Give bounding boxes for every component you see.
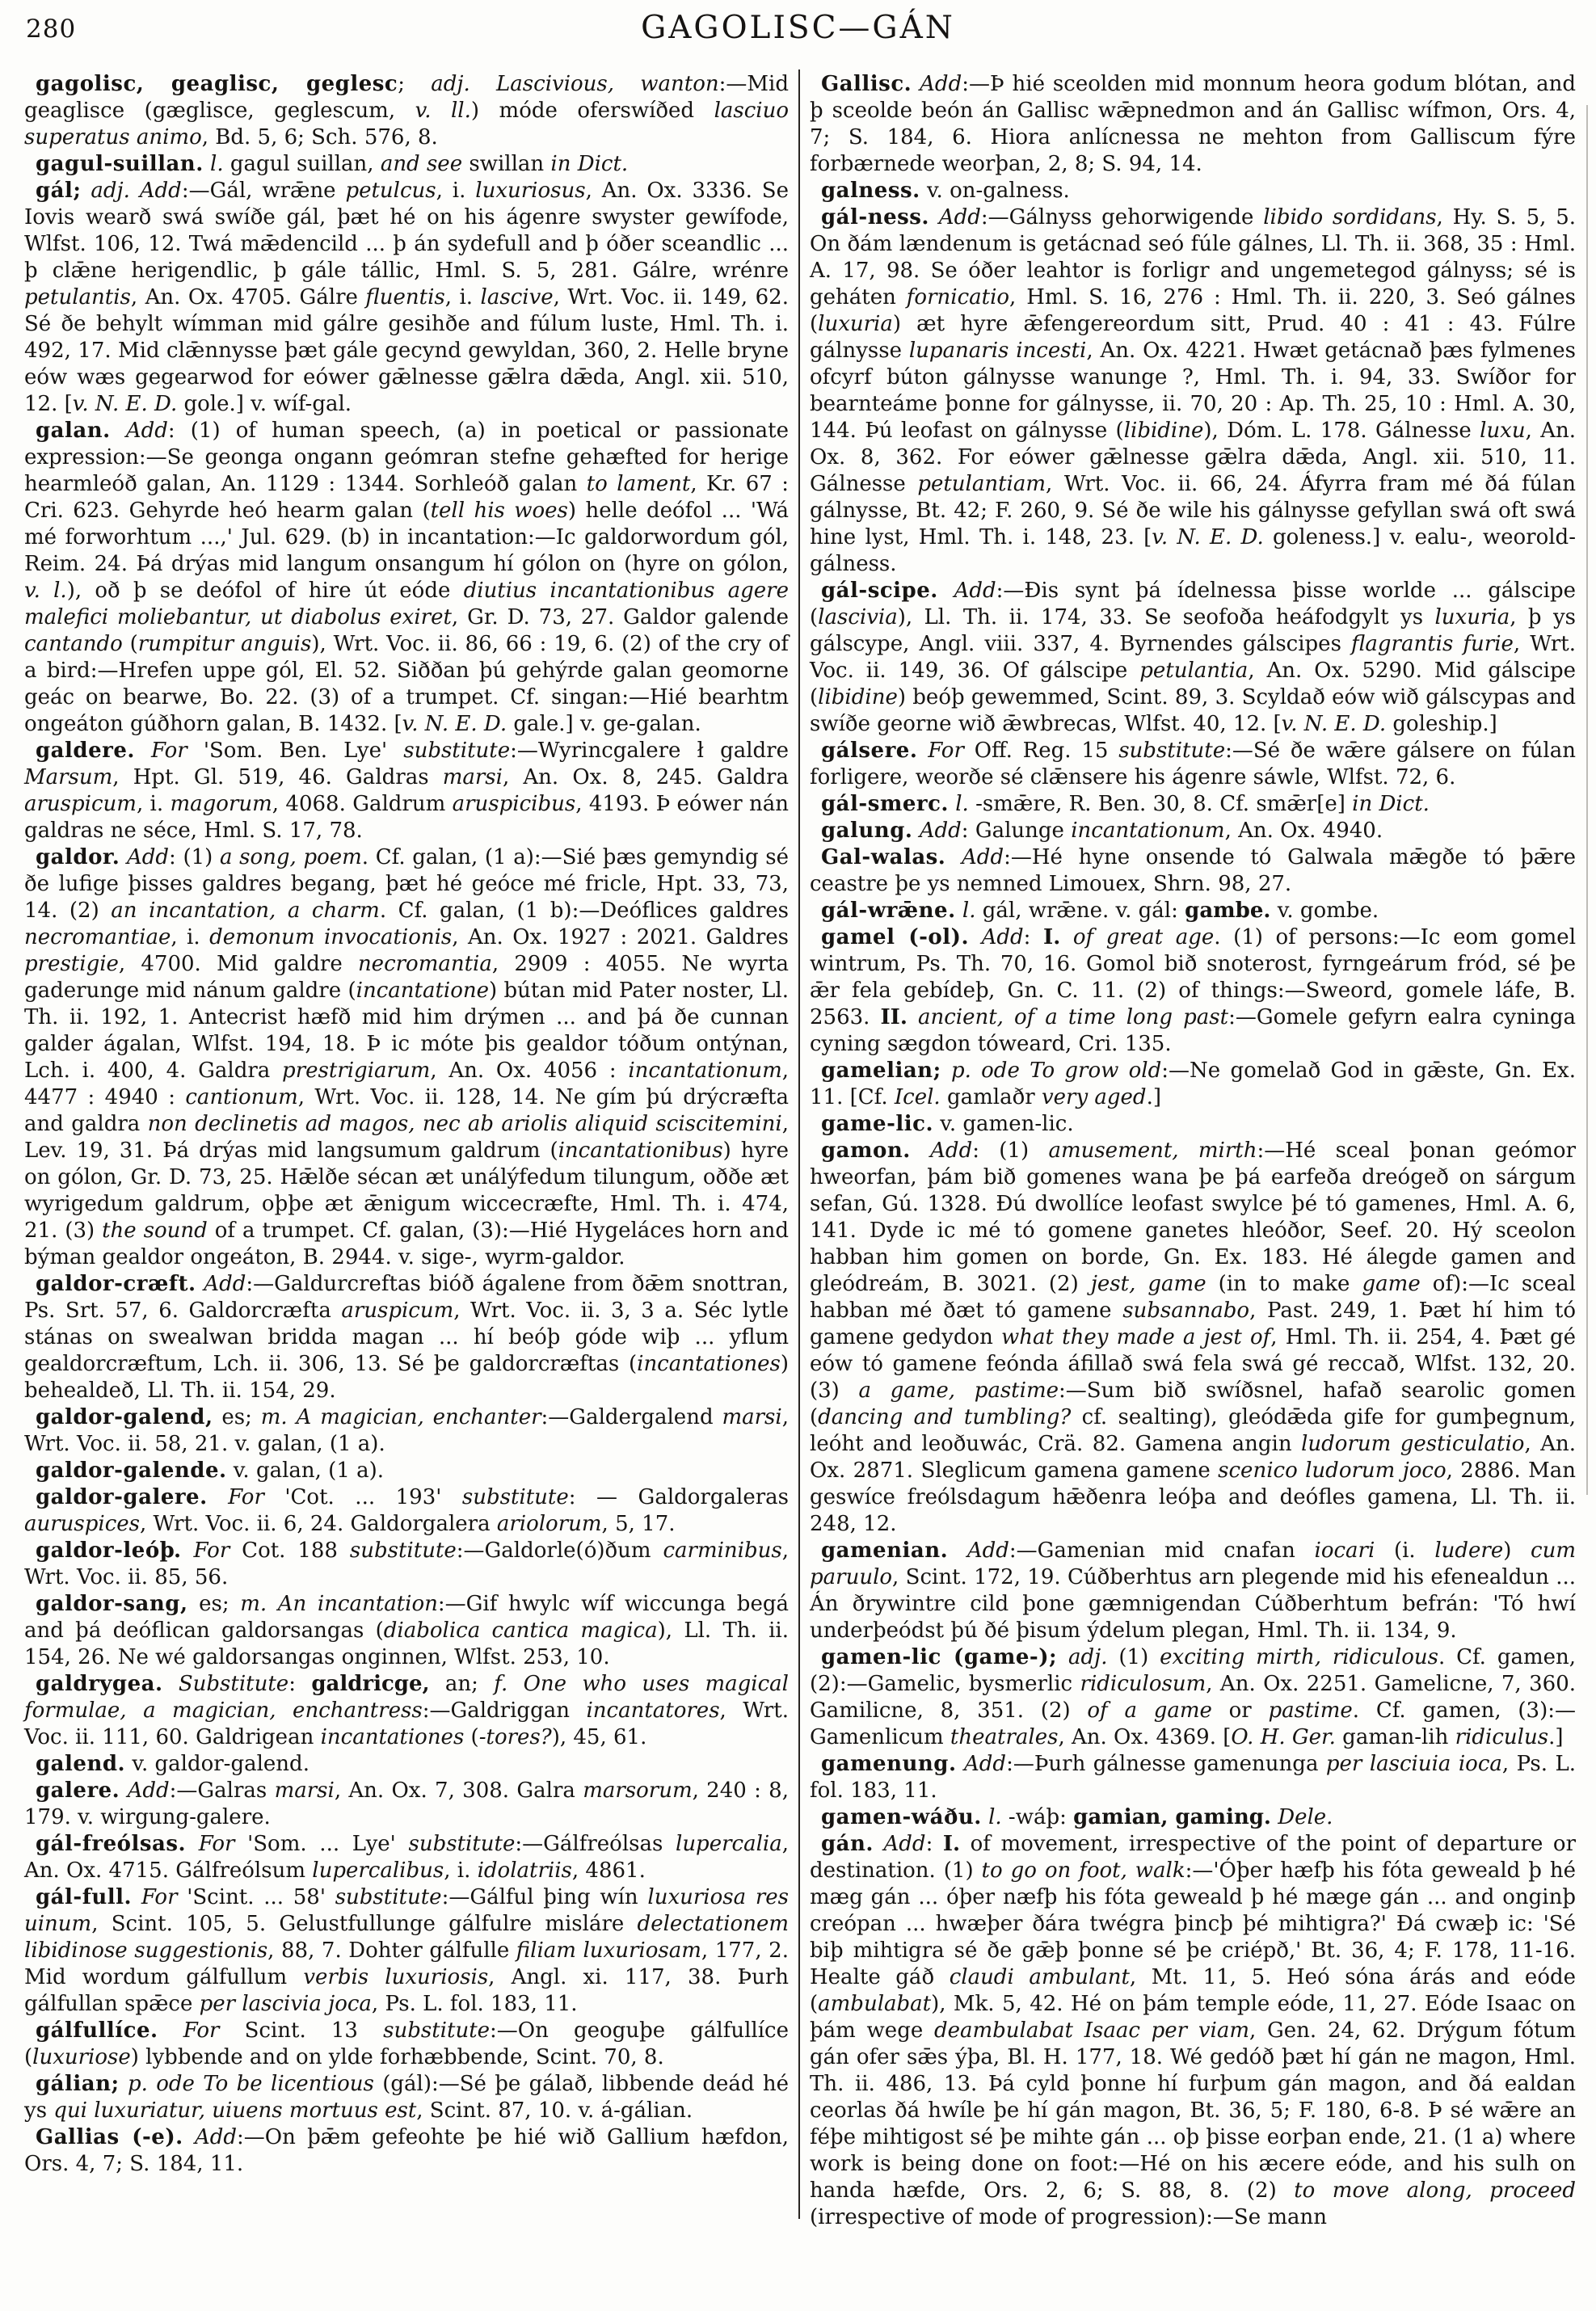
entry-headword: galend. [36,1752,126,1776]
entry-headword: galdor-cræft. [36,1272,196,1296]
dictionary-entry: gagul-suillan. l. gagul suillan, and see swillan in Dict. [36,152,629,176]
page-number: 280 [26,15,77,44]
dictionary-entry: gamenung. Add:—Þurh gálnesse gamenunga per lasciuia ioca, Ps. L. fol. 183, 11. [810,1752,1577,1803]
page-edge-line [1586,105,1588,1495]
entry-headword: galness. [821,179,920,203]
dictionary-entry: galdor-galend, es; m. A magician, enchanter:—Galdergalend marsi, Wrt. Voc. ii. 58, 21. v. galan, (1 a). [24,1405,789,1456]
entry-headword: gán. [821,1832,874,1856]
entry-headword: galdere. [36,739,135,763]
dictionary-entry: gál-ness. Add:—Gálnyss gehorwigende libido sordidans, Hy. S. 5, 5. On ðám lændenum is getácnad seó fúle gálnes, Ll. Th. ii. 368, 35 : Hml. A. 17, 98. Se óðer leahtor is forligr and ungemetegod gálnyss; sé is geháten fornicatio, Hml. S. 16, 276 : Hml. Th. ii. 220, 3. Seó gálnes (luxuria) æt hyre ǣfengereordum sitt, Prud. 40 : 41 : 43. Fúlre gálnysse lupanaris incesti, An. Ox. 4221. Hwæt getácnað þæs fylmenes ofcyrf búton gálnysse wanunge ?, Hml. Th. i. 94, 33. Swíðor for bearnteáme þonne for gálnysse, ii. 70, 20 : Ap. Th. 25, 10 : Hml. A. 30, 144. Þú leofast on gálnysse (libidine), Dóm. L. 178. Gálnesse luxu, An. Ox. 8, 362. For eówer gǣlnesse gǣlra dǣda, Angl. xii. 510, 11. Gálnesse petulantiam, Wrt. Voc. ii. 66, 24. Áfyrra fram mé ðá fúlan gálnysse, Bt. 42; F. 260, 9. Sé ðe wile his gálnysse gefyllan swá oft swá hine lyst, Hml. Th. i. 148, 23. [v. N. E. D. goleness.] v. ealu-, weorold-gálness. [810,205,1577,576]
entry-headword: gál-full. [36,1885,133,1909]
column-left [24,71,789,2178]
dictionary-entry: gamelian; p. ode To grow old:—Ne gomelað God in gǣste, Gn. Ex. 11. [Cf. Icel. gamlaðr very aged.] [810,1059,1576,1109]
entry-headword: galdor-galende. [36,1459,227,1483]
entry-headword: gál-ness. [821,205,929,229]
dictionary-entry: gamenian. Add:—Gamenian mid cnafan iocari (i. ludere) cum paruulo, Scint. 172, 19. Cúðberhtus arn plegende mid his efenealdun ... Án ðrywintre cild þone gæmnigendan Cúðberhtum befrán: 'Tó hwí underþeódst þú ðé þisum ýdelum plegan, Hml. Th. ii. 134, 9. [810,1539,1576,1643]
page-header [0,10,1596,66]
entry-headword: Gallisc. [821,72,912,96]
entry-headword: gamenian. [821,1539,949,1563]
entry-headword: gál-scipe. [821,579,938,603]
entry-headword: gamon. [821,1139,911,1163]
entry-headword: gálian; [36,2072,120,2096]
dictionary-entry: gamel (-ol). Add: I. of great age. (1) of persons:—Ic eom gomel wintrum, Ps. Th. 70, 16. Gomol bið snoterost, fyrngeárum fród, sé þe ǣr fela gebídeþ, Gn. C. 11. (2) of things:—Sweord, gomele láfe, B. 2563. II. ancient, of a time long past:—Gomele gefyrn ealra cyninga cyning sægdon tóweard, Cri. 135. [810,925,1577,1056]
entry-headword: galung. [821,819,913,843]
dictionary-entry: gán. Add: I. of movement, irrespective of the point of departure or destination. (1) to go on foot, walk:—'Óþer hæfþ his fóta geweald þ hé mæg gán ... óþer næfþ his fóta geweald þ hé mæge gán ... and onginþ creópan ... hwæþer ðára twégra þincþ þé mihtigra?' Ðá cwæþ ic: 'Sé biþ mihtigra sé ðe gǣþ þonne sé þe criépð,' Bt. 36, 4; F. 178, 11-16. Healte gáð claudi ambulant, Mt. 11, 5. Heó sóna árás and eóde (ambulabat), Mk. 5, 42. Hé on þám temple eóde, 11, 27. Eóde Isaac on þám wege deambulabat Isaac per viam, Gen. 24, 62. Drýgum fótum gán ofer sǣs ýþa, Bl. H. 177, 18. Wé gedóð þæt hí gán ne magon, Hml. Th. ii. 486, 13. Þá cyld þonne hí furþum gán magon, and ðá ealdan ceorlas ðá hwíle þe hí gán magon, Bt. 36, 5; F. 180, 6-8. Þ sé wǣre an féþe mihtigost sé þe mihte gán ... oþ þisse eorþan ende, 21. (1 a) where work is being done on foot:—Hé on his æcere eóde, and his sulh on handa hæfde, Ors. 2, 6; S. 88, 8. (2) to move along, proceed (irrespective of mode of progression):—Se mann [810,1832,1577,2229]
dictionary-entry: Gallisc. Add:—Þ hié sceolden mid monnum heora godum blótan, and þ sceolde beón án Gallisc wǣpnedmon and án Gallisc wífmon, Ors. 4, 7; S. 184, 6. Hiora anlícnessa ne mehton from Galliscum fýre forbærnede weorþan, 2, 8; S. 94, 14. [810,72,1576,176]
dictionary-entry: galdrygea. Substitute: galdricge, an; f. One who uses magical formulae, a magician, enchantress:—Galdriggan incantatores, Wrt. Voc. ii. 111, 60. Galdrigean incantationes (-tores?), 45, 61. [24,1672,789,1749]
dictionary-entry: gagolisc, geaglisc, geglesc; adj. Lascivious, wanton:—Mid geaglisce (gæglisce, geglescum, v. ll.) móde oferswíðed lasciuo superatus animo, Bd. 5, 6; Sch. 576, 8. [24,72,790,149]
entry-headword: gamelian; [821,1059,941,1083]
dictionary-entry: gál-scipe. Add:—Ðis synt þá ídelnessa þisse worlde ... gálscipe (lascivia), Ll. Th. ii. 174, 33. Se seofoða heáfodgylt ys luxuria, þ ys gálscype, Angl. viii. 337, 4. Byrnendes gálscipes flagrantis furie, Wrt. Voc. ii. 149, 36. Of gálscipe petulantia, An. Ox. 5290. Mid gálscipe (libidine) beóþ gewemmed, Scint. 89, 3. Scyldað eów wið gálscypas and swíðe georne wið ǣwbrecas, Wlfst. 40, 12. [v. N. E. D. goleship.] [810,579,1577,736]
entry-headword: gál-smerc. [821,792,949,816]
dictionary-entry: galdor-galende. v. galan, (1 a). [36,1459,385,1483]
dictionary-entry: gamon. Add: (1) amusement, mirth:—Hé sceal þonan geómor hweorfan, þám bið gomenes wana þe þá earfeða dreógeð on sárgum sefan, Gú. 1328. Ðú dwollíce leofast swylce þé tó gamenes, Hml. A. 6, 141. Dyde ic mé tó gomene ganetes hleóðor, Seef. 20. Hý sceolon habban him gomen on borde, Gn. Ex. 183. Hé álegde gamen and gleódreám, B. 3021. (2) jest, game (in to make game of):—Ic sceal habban mé ðæt tó gamene subsannabo, Past. 249, 1. Þæt hí him tó gamene gedydon what they made a jest of, Hml. Th. ii. 254, 4. Þæt gé eów tó gamene feónda áfillað swá fela swá gé reccað, Wlfst. 132, 20. (3) a game, pastime:—Sum bið swíðsnel, hafað searolic gomen (dancing and tumbling? cf. sealting), gleódǣda gife for gumþegnum, leóht and leoðuwác, Crä. 82. Gamena angin ludorum gesticulatio, An. Ox. 2871. Sleglicum gamena gamene scenico ludorum joco, 2886. Man geswíce freólsdagum hǣðenra leóþa and deófles gamena, Ll. Th. ii. 248, 12. [810,1139,1577,1536]
entry-headword: galdor-leóþ. [36,1539,182,1563]
entry-headword: galdor-sang, [36,1592,188,1616]
entry-headword: galdrygea. [36,1672,163,1696]
dictionary-entry: galdor-cræft. Add:—Galdurcreftas bióð ágalene from ðǣm snottran, Ps. Srt. 57, 6. Galdorcræfta aruspicum, Wrt. Voc. ii. 3, 3 a. Séc lytle stánas on swealwan bridda magan ... hí beóþ góde wiþ ... yflum gealdorcræftum, Lch. ii. 306, 13. Sé þe galdorcræftas (incantationes) behealdeð, Ll. Th. ii. 154, 29. [24,1272,790,1403]
dictionary-entry: gál-freólsas. For 'Som. ... Lye' substitute:—Gálfreólsas lupercalia, An. Ox. 4715. Gálfreólsum lupercalibus, i. idolatriis, 4861. [24,1832,789,1883]
dictionary-entry: galdere. For 'Som. Ben. Lye' substitute:—Wyrincgalere ł galdre Marsum, Hpt. Gl. 519, 46. Galdras marsi, An. Ox. 8, 245. Galdra aruspicum, i. magorum, 4068. Galdrum aruspicibus, 4193. Þ eówer nán galdras ne séce, Hml. S. 17, 78. [24,739,789,843]
dictionary-entry: game-lic. v. gamen-lic. [821,1112,1074,1136]
dictionary-entry: galan. Add: (1) of human speech, (a) in poetical or passionate expression:—Se geonga ongann geómran stefne gehæfted for herige hearmleóð galan, An. 1129 : 1344. Sorhleóð galan to lament, Kr. 67 : Cri. 623. Gehyrde heó hearm galan (tell his woes) helle deófol ... 'Wá mé forworhtum ...,' Jul. 629. (b) in incantation:—Ic galdorwordum gól, Reim. 24. Þá drýas mid langum onsangum hí gólon on (hyre on gólon, v. l.), oð þ se deófol of hire út eóde diutius incantationibus agere malefici moliebantur, ut diabolus exiret, Gr. D. 73, 27. Galdor galende cantando (rumpitur anguis), Wrt. Voc. ii. 86, 66 : 19, 6. (2) of the cry of a bird:—Hrefen uppe gól, El. 52. Siððan þú gehýrde galan geomorne geác on bearwe, Bo. 22. (3) of a trumpet. Cf. singan:—Hié bearhtm ongeáton gúðhorn galan, B. 1432. [v. N. E. D. gale.] v. ge-galan. [24,419,790,736]
dictionary-entry: gál-smerc. l. -smǣre, R. Ben. 30, 8. Cf. smǣr[e] in Dict. [821,792,1430,816]
dictionary-entry: gál-full. For 'Scint. ... 58' substitute:—Gálful þing wín luxuriosa res uinum, Scint. 105, 5. Gelustfullunge gálfulre misláre delectationem libidinose suggestionis, 88, 7. Dohter gálfulle filiam luxuriosam, 177, 2. Mid wordum gálfullum verbis luxuriosis, Angl. xi. 117, 38. Þurh gálfullan spǣce per lascivia joca, Ps. L. fol. 183, 11. [24,1885,789,2016]
entry-headword: gamen-wáðu. [821,1805,982,1829]
entry-headword: gálfullíce. [36,2018,158,2043]
entry-headword: gamel (-ol). [821,925,969,949]
entry-headword: gál-wrǣne. [821,899,956,923]
entry-headword: gagolisc, geaglisc, geglesc [36,72,398,96]
dictionary-entry: gálfullíce. For Scint. 13 substitute:—On geoguþe gálfullíce (luxuriose) lybbende and on ylde forhæbbende, Scint. 70, 8. [24,2018,790,2069]
entry-headword: gál-freólsas. [36,1832,187,1856]
column-right [810,71,1576,2231]
column-divider [798,69,800,2219]
entry-headword: Gal-walas. [821,845,946,869]
entry-headword: gagul-suillan. [36,152,204,176]
entry-headword: gamen-lic (game-); [821,1645,1058,1669]
dictionary-entry: galdor-galere. For 'Cot. ... 193' substitute: — Galdorgaleras auruspices, Wrt. Voc. ii. 6, 24. Galdorgalera ariolorum, 5, 17. [24,1485,789,1536]
dictionary-entry: gál; adj. Add:—Gál, wrǣne petulcus, i. luxuriosus, An. Ox. 3336. Se Iovis wearð swá swíðe gál, þæt hé on his ágenre swyster gewífode, Wlfst. 106, 12. Twá mǣdencild ... þ án sydefull and þ óðer sceandlic ... þ clǣne herigendlic, þ gále tállic, Hml. S. 5, 281. Gálre, wrénre petulantis, An. Ox. 4705. Gálre fluentis, i. lascive, Wrt. Voc. ii. 149, 62. Sé ðe behylt wímman mid gálre gesihðe and fúlum luste, Hml. Th. i. 492, 17. Mid clǣnnysse þæt gále gecynd gewyldan, 360, 2. Helle bryne eów wæs gegearwod for eówer gǣlnesse gǣlra dǣda, Angl. xii. 510, 12. [v. N. E. D. gole.] v. wíf-gal. [24,179,790,416]
dictionary-entry: gálian; p. ode To be licentious (gál):—Sé þe gálað, libbende deád hé ys qui luxuriatur, uiuens mortuus est, Scint. 87, 10. v. á-gálian. [24,2072,789,2123]
dictionary-entry: galdor-sang, es; m. An incantation:—Gif hwylc wíf wiccunga begá and þá deóflican galdorsangas (diabolica cantica magica), Ll. Th. ii. 154, 26. Ne wé galdorsangas onginnen, Wlfst. 253, 10. [24,1592,790,1669]
dictionary-entry: galdor-leóþ. For Cot. 188 substitute:—Galdorle(ó)ðum carminibus, Wrt. Voc. ii. 85, 56. [24,1539,789,1589]
page-title: GAGOLISC—GÁN [641,10,955,46]
entry-headword: gamenung. [821,1752,957,1776]
dictionary-entry: galness. v. on-galness. [821,179,1070,203]
dictionary-entry: gálsere. For Off. Reg. 15 substitute:—Sé ðe wǣre gálsere on fúlan forligere, weorðe sé clǣnsere his ágenre sáwle, Wlfst. 72, 6. [810,739,1576,789]
dictionary-entry: galung. Add: Galunge incantationum, An. Ox. 4940. [821,819,1383,843]
dictionary-entry: galend. v. galdor-galend. [36,1752,310,1776]
dictionary-entry: Gallias (-e). Add:—On þǣm gefeohte þe hié wið Gallium hæfdon, Ors. 4, 7; S. 184, 11. [24,2125,789,2176]
entry-headword: gálsere. [821,739,918,763]
entry-headword: galdor-galend, [36,1405,213,1429]
dictionary-entry: galere. Add:—Galras marsi, An. Ox. 7, 308. Galra marsorum, 240 : 8, 179. v. wirgung-galere. [24,1779,789,1829]
dictionary-entry: gamen-lic (game-); adj. (1) exciting mirth, ridiculous. Cf. gamen, (2):—Gamelic, bysmerlic ridiculosum, An. Ox. 2251. Gamelicne, 7, 360. Gamilicne, 8, 351. (2) of a game or pastime. Cf. gamen, (3):—Gamenlicum theatrales, An. Ox. 4369. [O. H. Ger. gaman-lih ridiculus.] [810,1645,1577,1749]
entry-headword: galan. [36,419,111,443]
entry-headword: game-lic. [821,1112,934,1136]
entry-headword: Gallias (-e). [36,2125,183,2149]
dictionary-entry: gamen-wáðu. l. -wáþ: gamian, gaming. Dele. [821,1805,1333,1829]
entry-headword: galdor. [36,845,120,869]
entry-headword: galere. [36,1779,120,1803]
dictionary-entry: gál-wrǣne. l. gál, wrǣne. v. gál: gambe. v. gombe. [821,899,1379,923]
entry-headword: gál; [36,179,82,203]
dictionary-entry: galdor. Add: (1) a song, poem. Cf. galan, (1 a):—Sié þæs gemyndig sé ðe lufige þisses galdres begang, þæt hé geóce mé fricle, Hpt. 33, 73, 14. (2) an incantation, a charm. Cf. galan, (1 b):—Deóflices galdres necromantiae, i. demonum invocationis, An. Ox. 1927 : 2021. Galdres prestigie, 4700. Mid galdre necromantia, 2909 : 4055. Ne wyrta gaderunge mid nánum galdre (incantatione) bútan mid Pater noster, Ll. Th. ii. 192, 1. Antecrist hæfð mid him drýmen ... and þá ðe cunnan galder ágalan, Wlfst. 194, 18. Þ ic móte þis gealdor tóðum ontýnan, Lch. i. 400, 4. Galdra prestrigiarum, An. Ox. 4056 : incantationum, 4477 : 4940 : cantionum, Wrt. Voc. ii. 128, 14. Ne gím þú drýcræfta and galdra non declinetis ad magos, nec ab ariolis aliquid sciscitemini, Lev. 19, 31. Þá drýas mid langsumum galdrum (incantationibus) hyre on gólon, Gr. D. 73, 25. Hǣlðe sécan æt unálýfedum tilungum, oððe æt wyrigedum galdrum, oþþe æt ǣnigum wiccecræfte, Hml. Th. i. 474, 21. (3) the sound of a trumpet. Cf. galan, (3):—Hié Hygeláces horn and býman gealdor ongeáton, B. 2944. v. sige-, wyrm-galdor. [24,845,790,1269]
dictionary-entry: Gal-walas. Add:—Hé hyne onsende tó Galwala mǣgðe tó þǣre ceastre þe ys nemned Limouex, Shrn. 98, 27. [810,845,1576,896]
entry-headword: galdor-galere. [36,1485,208,1509]
